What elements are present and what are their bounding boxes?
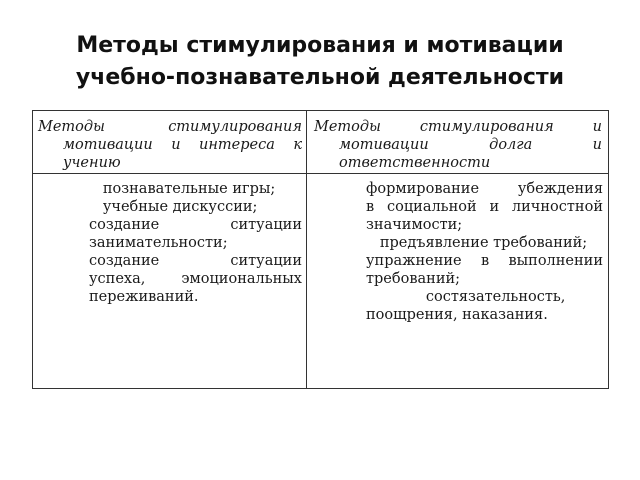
col2-item: значимости;	[366, 217, 463, 233]
slide-title	[0, 30, 640, 94]
col1-item: создание ситуации	[89, 217, 302, 233]
col2-header	[314, 118, 602, 172]
table-column-divider	[306, 111, 307, 388]
col1-item: переживаний.	[89, 289, 199, 305]
col1-item: занимательности;	[89, 235, 228, 251]
col2-header-line: ответственности	[339, 155, 491, 171]
col1-item: создание ситуации	[89, 253, 302, 269]
slide-title-line-2: учебно-познавательной деятельности	[75, 65, 565, 90]
col1-item: учебные дискуссии;	[89, 199, 258, 215]
col2-item: в социальной и личностной	[366, 199, 603, 215]
col1-body	[89, 180, 302, 306]
col1-header-line: учению	[63, 155, 121, 171]
col2-item: состязательность,	[366, 289, 566, 305]
col2-item: требований;	[366, 271, 461, 287]
col1-item: успеха, эмоциональных	[89, 271, 302, 287]
col1-item: познавательные игры;	[89, 181, 276, 197]
col2-item: поощрения, наказания.	[366, 307, 548, 323]
table-row-divider	[33, 173, 608, 174]
methods-table	[32, 110, 609, 389]
col2-body	[366, 180, 603, 324]
col1-header	[38, 118, 302, 172]
col1-header-line: Методы стимулирования	[38, 119, 302, 135]
col2-item: упражнение в выполнении	[366, 253, 603, 269]
col2-header-line: мотивации долга и	[339, 137, 602, 153]
slide-title-line-1: Методы стимулирования и мотивации	[76, 33, 564, 58]
col2-item: предъявление требований;	[366, 235, 588, 251]
col2-item: формирование убеждения	[366, 181, 603, 197]
col2-header-line: Методы стимулирования и	[314, 119, 602, 135]
col1-header-line: мотивации и интереса к	[63, 137, 302, 153]
